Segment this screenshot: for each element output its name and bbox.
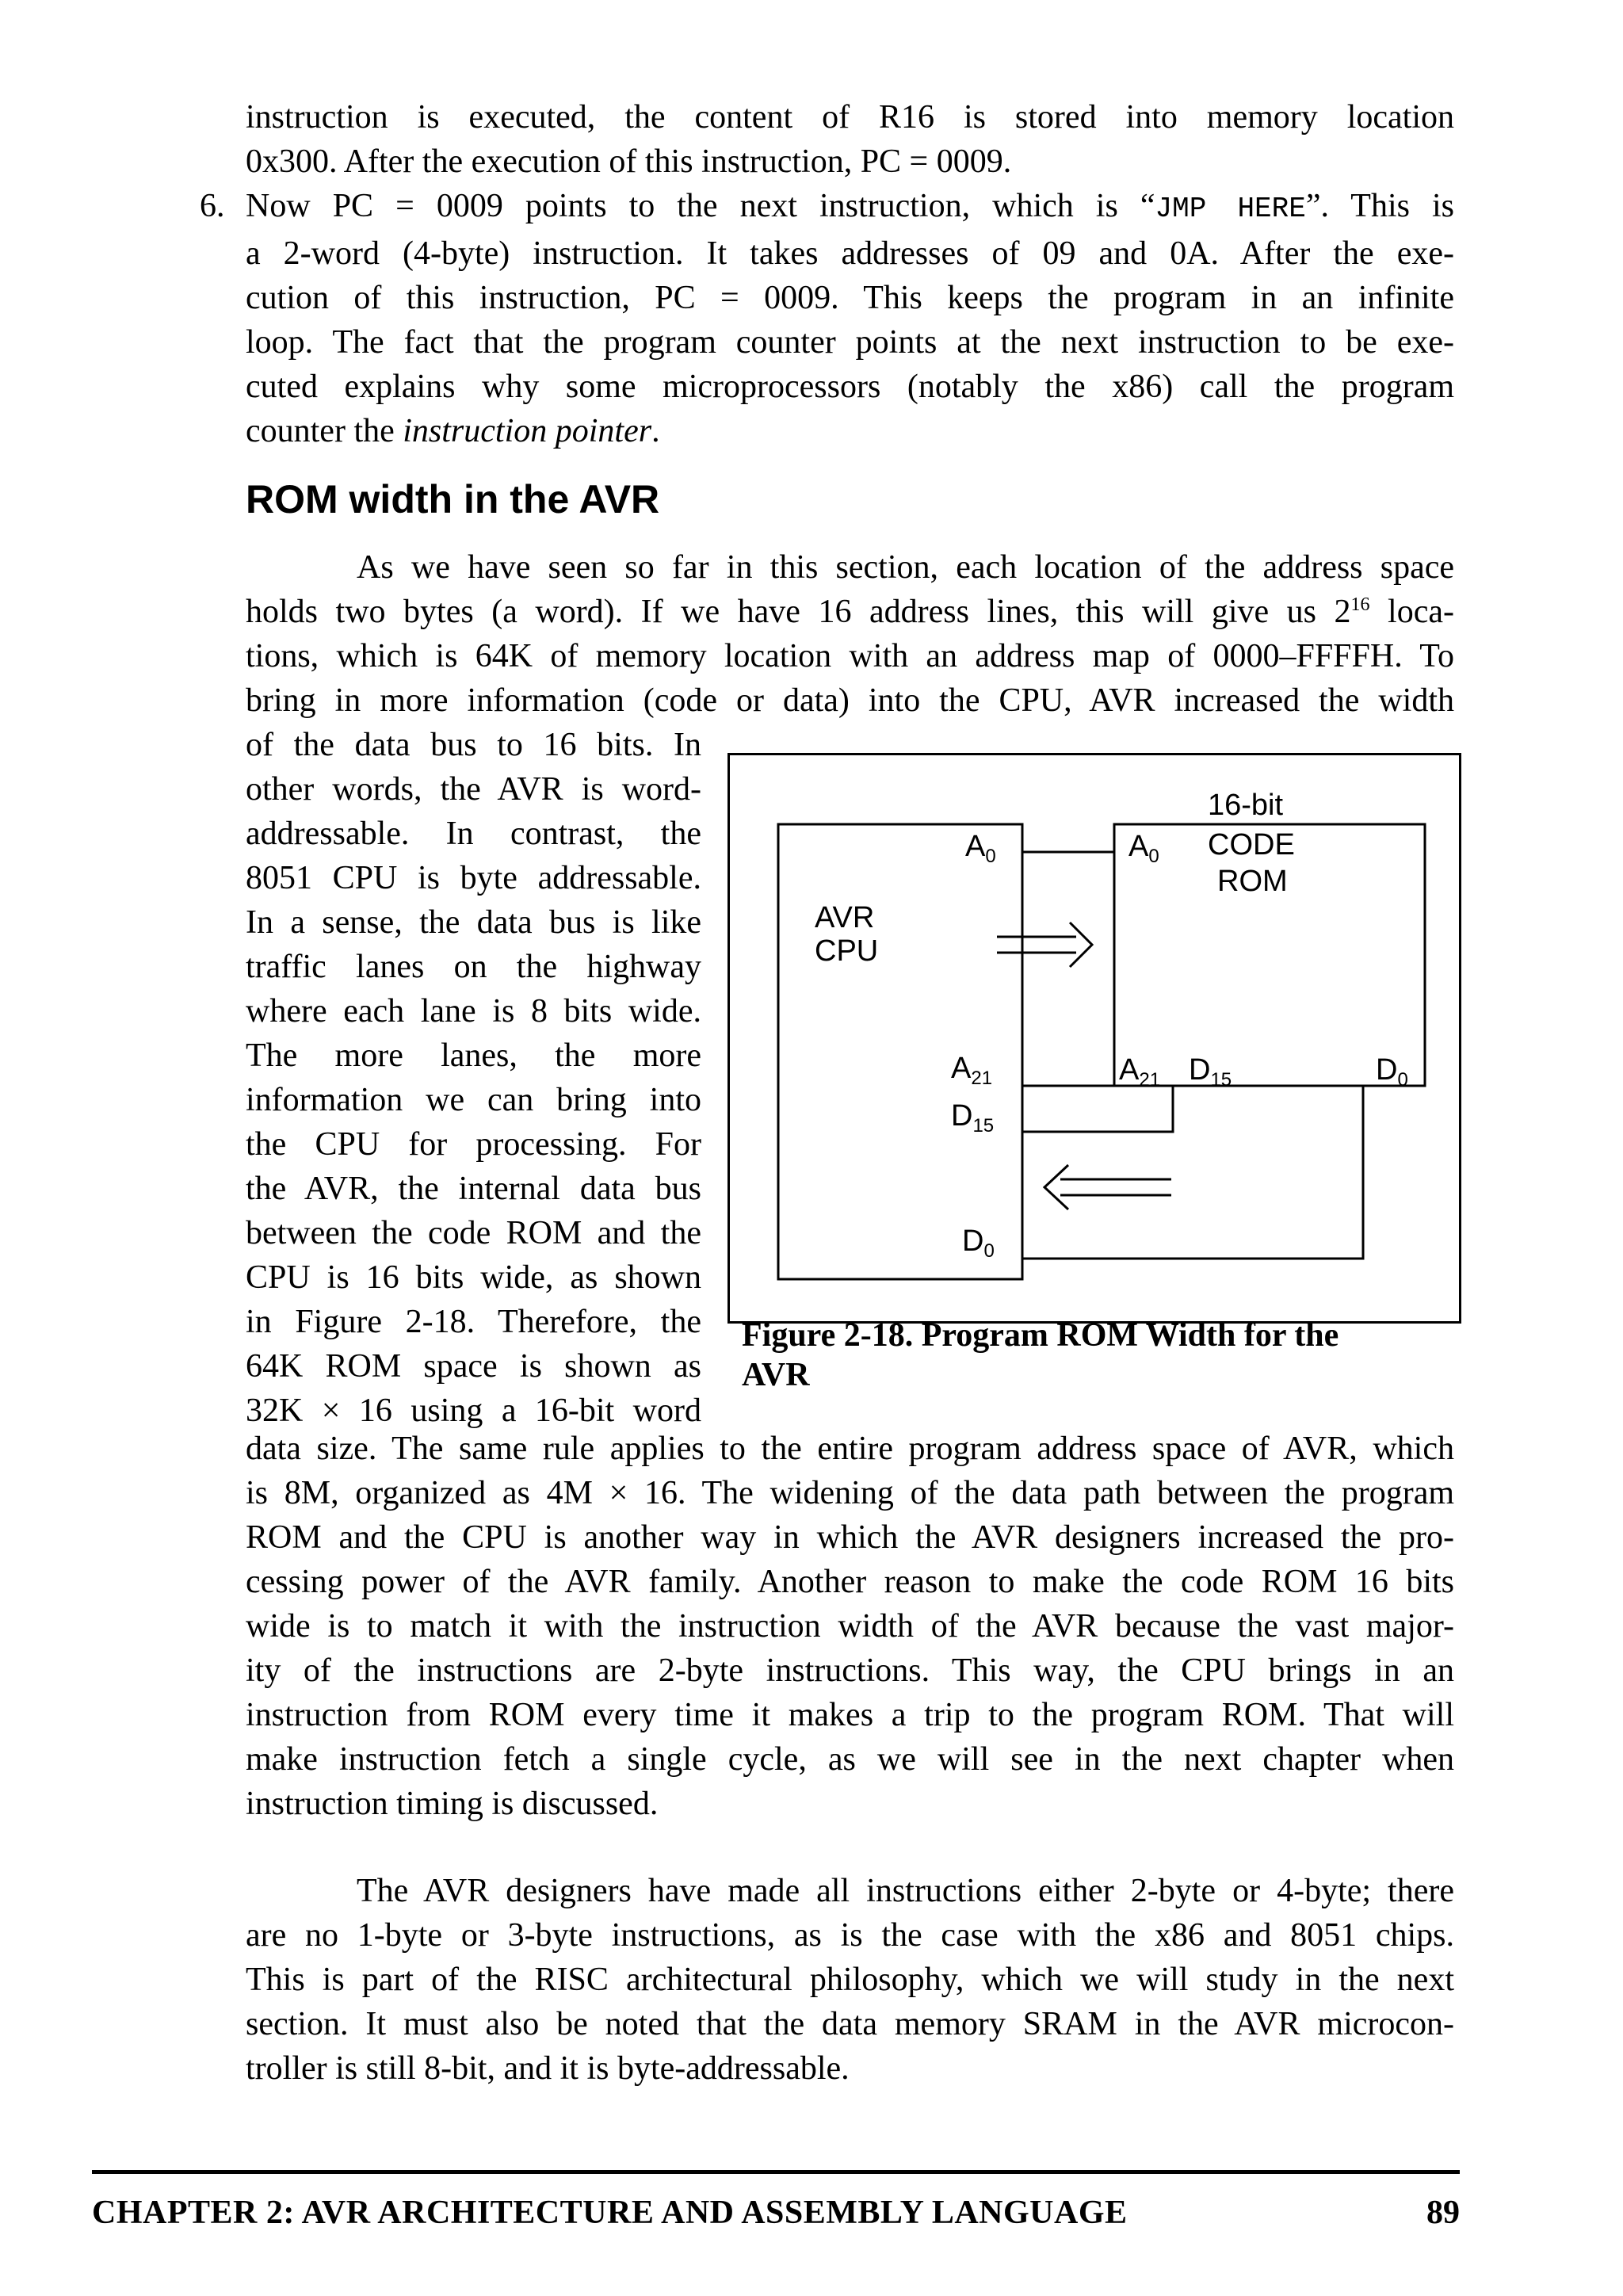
cpu-pin-d0: $D_0$	[962, 1224, 995, 1262]
rom-pin-d0: $D_0$	[1376, 1053, 1408, 1091]
text-line: loop. The fact that the program counter points at the next instruction to be exe-	[246, 324, 1454, 361]
figure-caption	[742, 1316, 1455, 1395]
rom-pin-a0: $A_0$	[1128, 830, 1159, 867]
d0-bus-line	[1022, 1086, 1363, 1259]
text-line: a 2-word (4-byte) instruction. It takes addresses of 09 and 0A. After the exe-	[246, 235, 1454, 272]
text-line: instruction is executed, the content of R16 is stored into memory location	[246, 99, 1454, 136]
paragraph-2	[246, 1869, 1454, 2091]
text-line: As we have seen so far in this section, each location of the address space	[357, 549, 1454, 586]
cpu-pin-d15: $D_{15}$	[951, 1099, 995, 1137]
text-line: the AVR, the internal data bus	[246, 1171, 701, 1207]
text-line: where each lane is 8 bits wide.	[246, 993, 701, 1030]
text-line: CPU is 16 bits wide, as shown	[246, 1259, 701, 1296]
text-line: other words, the AVR is word-	[246, 771, 701, 808]
paragraph-1-continued	[246, 1427, 1454, 1826]
text-line: data size. The same rule applies to the entire program address space of AVR, which	[246, 1431, 1454, 1467]
text-line: troller is still 8-bit, and it is byte-addressable.	[246, 2050, 850, 2087]
text-line: information we can bring into	[246, 1082, 701, 1118]
rom-label-rom: ROM	[1217, 865, 1288, 898]
cpu-label-line1: AVR	[815, 901, 875, 934]
code-jmp-here: JMP HERE	[1155, 193, 1306, 225]
rom-block	[1114, 824, 1425, 1086]
text-fragment: loca-	[1369, 594, 1454, 630]
text-line: In a sense, the data bus is like	[246, 904, 701, 941]
cpu-block	[778, 824, 1022, 1279]
text-line: cution of this instruction, PC = 0009. This keeps the program in an infinite	[246, 280, 1454, 316]
d15-bus-line	[1022, 1086, 1173, 1132]
footer-chapter-title: CHAPTER 2: AVR ARCHITECTURE AND ASSEMBLY LANGUAGE	[92, 2195, 1128, 2231]
text-line: of the data bus to 16 bits. In	[246, 727, 701, 763]
address-arrow-right	[997, 923, 1092, 967]
text-line: bring in more information (code or data) into the CPU, AVR increased the width	[246, 682, 1454, 719]
section-heading: ROM width in the AVR	[246, 477, 660, 521]
text-line: wide is to match it with the instruction width of the AVR because the vast major-	[246, 1608, 1454, 1645]
text-line: The AVR designers have made all instructions either 2-byte or 4-byte; there	[357, 1873, 1454, 1909]
text-line: make instruction fetch a single cycle, as we will see in the next chapter when	[246, 1741, 1454, 1778]
paragraph-1-narrow	[246, 723, 701, 1433]
text-line: ity of the instructions are 2-byte instructions. This way, the CPU brings in an	[246, 1652, 1454, 1689]
page-number: 89	[1426, 2195, 1460, 2231]
cpu-pin-a21: $A_{21}$	[951, 1052, 993, 1089]
text-line: 0x300. After the execution of this instruction, PC = 0009.	[246, 143, 1012, 180]
text-line: section. It must also be noted that the data memory SRAM in the AVR microcon-	[246, 2006, 1454, 2042]
superscript: 16	[1350, 594, 1370, 615]
text-fragment: Now PC = 0009 points to the next instruction, which is “	[246, 188, 1155, 224]
text-line	[246, 590, 1454, 634]
italic-term: instruction pointer	[403, 413, 652, 449]
figure-diagram	[727, 753, 1461, 1324]
text-line: 64K ROM space is shown as	[246, 1348, 701, 1385]
text-line: is 8M, organized as 4M × 16. The widening of the data path between the program	[246, 1475, 1454, 1511]
intro-paragraph	[246, 95, 1454, 184]
list-number: 6.	[200, 188, 225, 224]
text-line: in Figure 2-18. Therefore, the	[246, 1304, 701, 1340]
text-line	[246, 184, 1454, 231]
text-line: This is part of the RISC architectural philosophy, which we will study in the next	[246, 1962, 1454, 1998]
text-line	[246, 409, 1454, 453]
text-fragment: counter the	[246, 413, 403, 449]
caption-line: Figure 2-18. Program ROM Width for the	[742, 1317, 1339, 1354]
data-arrow-left	[1044, 1165, 1171, 1209]
text-line: cuted explains why some microprocessors (notably the x86) call the program	[246, 369, 1454, 405]
text-line: between the code ROM and the	[246, 1215, 701, 1251]
text-line: cessing power of the AVR family. Another reason to make the code ROM 16 bits	[246, 1564, 1454, 1600]
list-item-6	[200, 184, 1455, 453]
caption-line: AVR	[742, 1357, 810, 1393]
cpu-pin-a0: $A_0$	[965, 830, 996, 867]
text-line: are no 1-byte or 3-byte instructions, as is the case with the x86 and 8051 chips.	[246, 1917, 1454, 1954]
text-line: instruction from ROM every time it makes a trip to the program ROM. That will	[246, 1697, 1454, 1733]
text-line: instruction timing is discussed.	[246, 1786, 659, 1822]
text-line: ROM and the CPU is another way in which the AVR designers increased the pro-	[246, 1519, 1454, 1556]
text-line: addressable. In contrast, the	[246, 816, 701, 852]
text-line: The more lanes, the more	[246, 1037, 701, 1074]
footer-rule	[92, 2170, 1460, 2174]
text-line: 32K × 16 using a 16-bit word	[246, 1392, 701, 1429]
text-line: traffic lanes on the highway	[246, 949, 701, 985]
paragraph-1	[246, 545, 1454, 723]
rom-label-16bit: 16-bit	[1208, 789, 1284, 822]
text-line: 8051 CPU is byte addressable.	[246, 860, 701, 896]
text-fragment: holds two bytes (a word). If we have 16 address lines, this will give us 2	[246, 594, 1351, 630]
rom-pin-a21: $A_{21}$	[1119, 1053, 1161, 1091]
rom-pin-d15: $D_{15}$	[1189, 1053, 1232, 1091]
text-line: the CPU for processing. For	[246, 1126, 701, 1163]
text-fragment: .	[651, 413, 660, 449]
rom-label-code: CODE	[1208, 828, 1295, 861]
cpu-label-line2: CPU	[815, 934, 879, 968]
text-fragment: ”. This is	[1305, 188, 1455, 224]
text-line: tions, which is 64K of memory location with an address map of 0000–FFFFH. To	[246, 638, 1454, 674]
